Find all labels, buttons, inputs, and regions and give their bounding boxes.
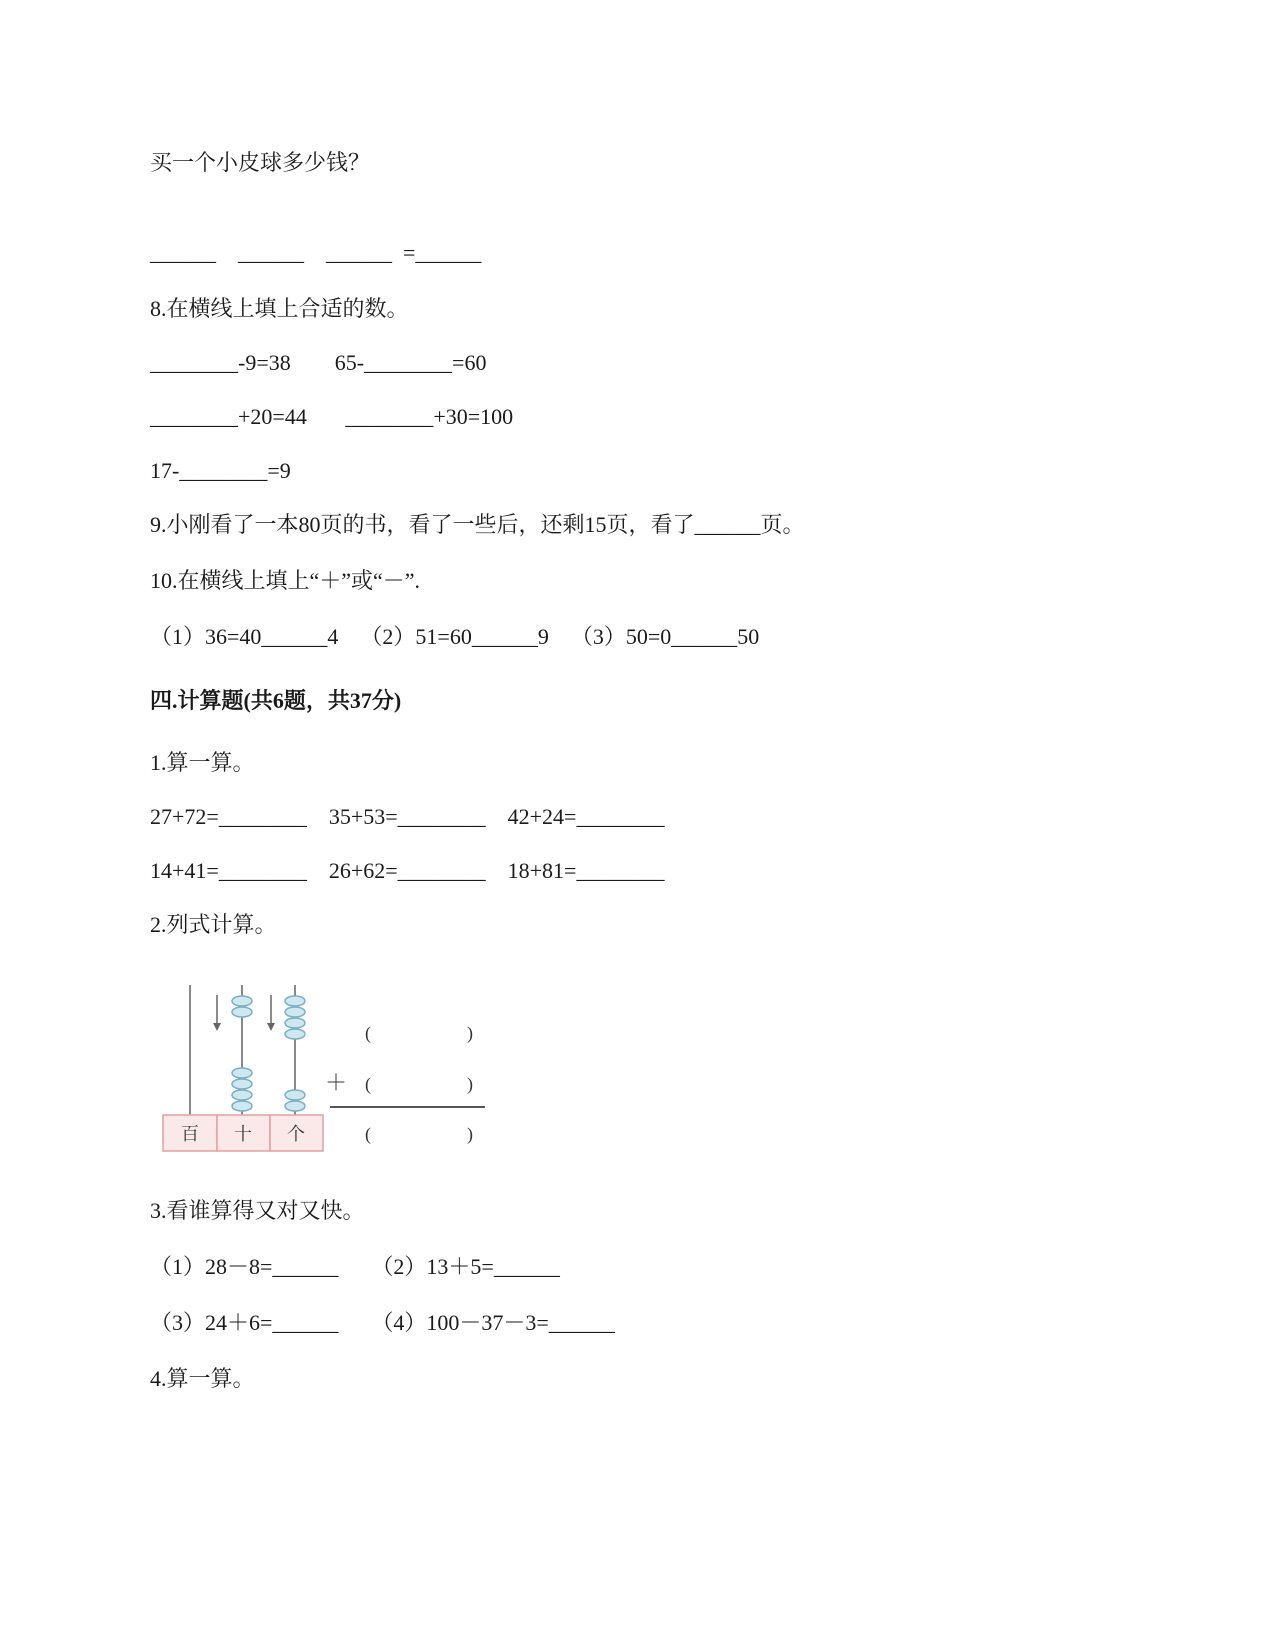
q7-question: 买一个小皮球多少钱？ <box>150 150 371 175</box>
ones-beads <box>285 1090 305 1111</box>
c3-row-2[interactable]: （3）24＋6=______ （4）100－37－3=______ <box>150 1310 615 1335</box>
arrow-down-icon <box>213 995 221 1031</box>
paren-open-3: ( <box>365 1124 371 1144</box>
ones-added-beads <box>285 996 305 1039</box>
paren-open-1: ( <box>365 1023 371 1043</box>
q10-items[interactable]: （1）36=40______4 （2）51=60______9 （3）50=0______50 <box>150 624 760 649</box>
c4-title: 4.算一算。 <box>150 1366 255 1391</box>
paren-close-2: ) <box>467 1074 473 1094</box>
c1-row-1[interactable]: 27+72=________ 35+53=________ 42+24=________ <box>150 804 665 829</box>
q8-row-1[interactable]: ________-9=38 65-________=60 <box>150 350 487 375</box>
q9-text[interactable]: 9.小刚看了一本80页的书，看了一些后，还剩15页，看了______页。 <box>150 512 805 537</box>
paren-open-2: ( <box>365 1074 371 1094</box>
section-4-heading: 四.计算题(共6题，共37分) <box>150 688 402 713</box>
place-label-ones: 个 <box>287 1124 305 1145</box>
c3-row-1[interactable]: （1）28－8=______ （2）13＋5=______ <box>150 1254 560 1279</box>
place-label-tens: 十 <box>234 1124 252 1145</box>
q8-title: 8.在横线上填上合适的数。 <box>150 296 409 321</box>
paren-close-3: ) <box>467 1124 473 1144</box>
paren-close-1: ) <box>467 1023 473 1043</box>
q8-row-2[interactable]: ________+20=44 ________+30=100 <box>150 404 514 429</box>
c2-title: 2.列式计算。 <box>150 912 277 937</box>
arrow-down-icon <box>267 995 275 1031</box>
q8-row-3[interactable]: 17-________=9 <box>150 458 291 483</box>
place-label-hundreds: 百 <box>181 1124 199 1145</box>
c1-title: 1.算一算。 <box>150 750 255 775</box>
tens-added-beads <box>232 996 252 1017</box>
tens-beads <box>232 1068 252 1111</box>
abacus-figure <box>155 985 500 1165</box>
q7-blanks[interactable]: ______ ______ ______ =______ <box>150 240 482 265</box>
c1-row-2[interactable]: 14+41=________ 26+62=________ 18+81=________ <box>150 858 665 883</box>
c3-title: 3.看谁算得又对又快。 <box>150 1198 365 1223</box>
plus-sign: ＋ <box>325 1070 348 1095</box>
q10-title: 10.在横线上填上“＋”或“－”. <box>150 568 421 593</box>
